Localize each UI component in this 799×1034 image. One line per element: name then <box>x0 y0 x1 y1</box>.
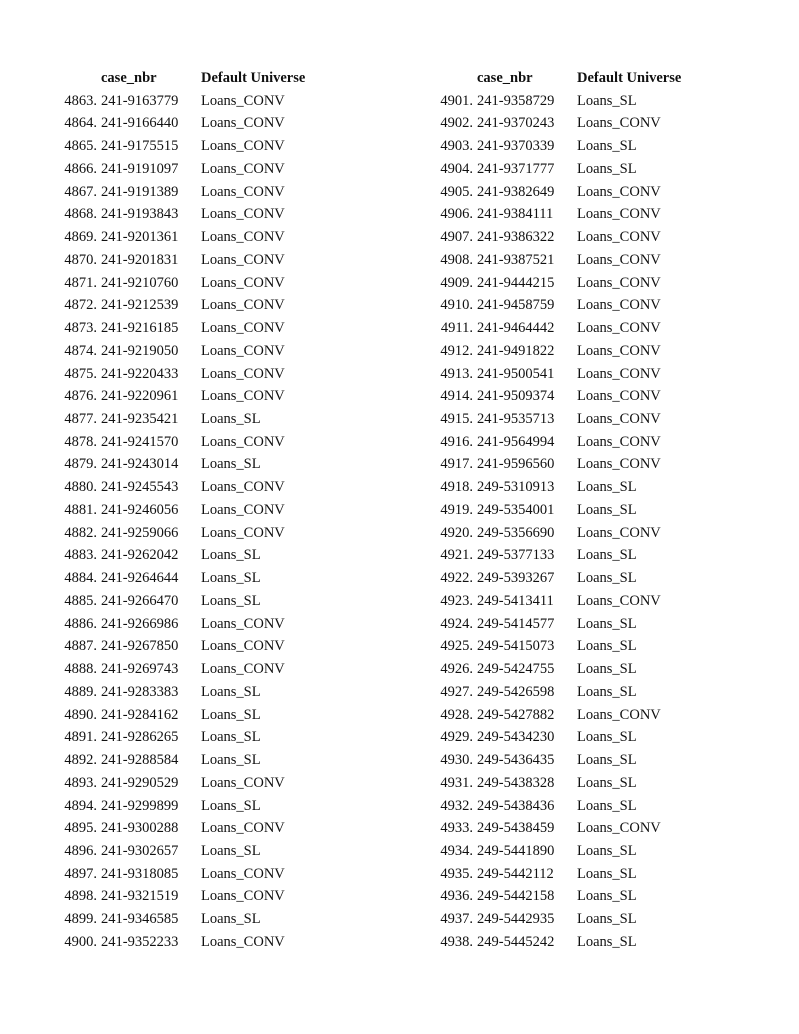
case-nbr-cell: 249-5310913 <box>477 479 555 496</box>
universe-cell: Loans_CONV <box>577 320 661 337</box>
default-universe-header: Default Universe <box>577 70 682 86</box>
case-nbr-cell: 241-9243014 <box>101 456 179 473</box>
row-number: 4895. <box>64 820 97 837</box>
universe-cell: Loans_CONV <box>201 774 285 791</box>
case-nbr-cell: 241-9386322 <box>477 229 555 246</box>
case-nbr-cell: 241-9286265 <box>101 729 179 746</box>
row-number: 4885. <box>64 592 97 609</box>
row-number: 4924. <box>440 615 473 632</box>
universe-cell: Loans_CONV <box>577 251 661 268</box>
row-number: 4877. <box>64 411 97 428</box>
universe-cell: Loans_SL <box>201 752 261 769</box>
case-nbr-cell: 241-9269743 <box>101 661 179 678</box>
row-number: 4867. <box>64 183 97 200</box>
row-number: 4876. <box>64 388 97 405</box>
universe-cell: Loans_SL <box>577 501 637 518</box>
row-number: 4888. <box>64 661 97 678</box>
case-nbr-cell: 241-9235421 <box>101 411 179 428</box>
case-nbr-cell: 241-9535713 <box>477 411 555 428</box>
case-nbr-cell: 241-9266470 <box>101 592 179 609</box>
row-number: 4922. <box>440 570 473 587</box>
case-nbr-cell: 241-9201361 <box>101 229 179 246</box>
case-nbr-cell: 249-5438436 <box>477 797 555 814</box>
case-nbr-cell: 241-9458759 <box>477 297 555 314</box>
row-number: 4881. <box>64 501 97 518</box>
case-nbr-cell: 241-9596560 <box>477 456 555 473</box>
row-number: 4900. <box>64 933 97 950</box>
case-nbr-cell: 241-9283383 <box>101 683 179 700</box>
case-nbr-cell: 241-9193843 <box>101 206 179 223</box>
universe-cell: Loans_CONV <box>201 865 285 882</box>
universe-cell: Loans_CONV <box>201 297 285 314</box>
case-nbr-cell: 241-9371777 <box>477 160 555 177</box>
row-number: 4917. <box>440 456 473 473</box>
case-nbr-cell: 249-5427882 <box>477 706 555 723</box>
case-nbr-cell: 241-9166440 <box>101 115 179 132</box>
case-nbr-cell: 241-9346585 <box>101 911 179 928</box>
universe-cell: Loans_SL <box>577 92 637 109</box>
case-nbr-cell: 249-5441890 <box>477 842 555 859</box>
row-number: 4892. <box>64 752 97 769</box>
universe-cell: Loans_SL <box>577 638 637 655</box>
row-number: 4890. <box>64 706 97 723</box>
case-nbr-cell: 249-5434230 <box>477 729 555 746</box>
universe-cell: Loans_CONV <box>201 160 285 177</box>
case-nbr-cell: 241-9163779 <box>101 92 179 109</box>
row-number: 4921. <box>440 547 473 564</box>
case-nbr-cell: 249-5415073 <box>477 638 555 655</box>
case-nbr-cell: 241-9191389 <box>101 183 179 200</box>
case-nbr-cell: 249-5436435 <box>477 752 555 769</box>
universe-cell: Loans_SL <box>577 138 637 155</box>
row-number: 4868. <box>64 206 97 223</box>
universe-cell: Loans_CONV <box>201 342 285 359</box>
row-number: 4908. <box>440 251 473 268</box>
row-number: 4899. <box>64 911 97 928</box>
row-number: 4938. <box>440 933 473 950</box>
case-nbr-header: case_nbr <box>477 70 533 86</box>
universe-cell: Loans_SL <box>577 933 637 950</box>
case-nbr-cell: 249-5426598 <box>477 683 555 700</box>
universe-cell: Loans_CONV <box>577 411 661 428</box>
case-nbr-cell: 241-9219050 <box>101 342 179 359</box>
row-number: 4894. <box>64 797 97 814</box>
case-nbr-cell: 241-9384111 <box>477 206 554 223</box>
universe-cell: Loans_CONV <box>201 933 285 950</box>
universe-cell: Loans_CONV <box>201 388 285 405</box>
row-number: 4883. <box>64 547 97 564</box>
universe-cell: Loans_CONV <box>201 251 285 268</box>
row-number: 4927. <box>440 683 473 700</box>
case-nbr-cell: 249-5442158 <box>477 888 555 905</box>
universe-cell: Loans_SL <box>201 797 261 814</box>
case-nbr-cell: 249-5442112 <box>477 865 554 882</box>
row-number: 4884. <box>64 570 97 587</box>
row-number: 4872. <box>64 297 97 314</box>
universe-cell: Loans_CONV <box>201 138 285 155</box>
case-nbr-cell: 241-9500541 <box>477 365 555 382</box>
universe-cell: Loans_SL <box>201 706 261 723</box>
universe-cell: Loans_SL <box>201 592 261 609</box>
row-number: 4897. <box>64 865 97 882</box>
universe-cell: Loans_CONV <box>577 592 661 609</box>
universe-cell: Loans_CONV <box>201 888 285 905</box>
universe-cell: Loans_SL <box>201 547 261 564</box>
row-number: 4913. <box>440 365 473 382</box>
row-number: 4931. <box>440 774 473 791</box>
universe-cell: Loans_CONV <box>201 661 285 678</box>
case-nbr-cell: 241-9352233 <box>101 933 179 950</box>
universe-cell: Loans_CONV <box>577 820 661 837</box>
row-number: 4935. <box>440 865 473 882</box>
case-nbr-cell: 241-9491822 <box>477 342 555 359</box>
row-number: 4932. <box>440 797 473 814</box>
universe-cell: Loans_CONV <box>577 274 661 291</box>
case-nbr-header: case_nbr <box>101 70 157 86</box>
case-nbr-cell: 241-9321519 <box>101 888 179 905</box>
universe-cell: Loans_SL <box>577 661 637 678</box>
row-number: 4886. <box>64 615 97 632</box>
universe-cell: Loans_SL <box>577 752 637 769</box>
row-number: 4887. <box>64 638 97 655</box>
case-nbr-cell: 241-9220433 <box>101 365 179 382</box>
row-number: 4893. <box>64 774 97 791</box>
row-number: 4912. <box>440 342 473 359</box>
case-nbr-cell: 241-9267850 <box>101 638 179 655</box>
row-number: 4873. <box>64 320 97 337</box>
universe-cell: Loans_SL <box>577 729 637 746</box>
case-nbr-cell: 241-9464442 <box>477 320 555 337</box>
universe-cell: Loans_CONV <box>201 433 285 450</box>
case-nbr-cell: 241-9382649 <box>477 183 555 200</box>
case-nbr-cell: 241-9370339 <box>477 138 555 155</box>
row-number: 4936. <box>440 888 473 905</box>
case-nbr-cell: 241-9288584 <box>101 752 179 769</box>
universe-cell: Loans_SL <box>201 411 261 428</box>
case-nbr-cell: 249-5413411 <box>477 592 554 609</box>
universe-cell: Loans_CONV <box>577 706 661 723</box>
universe-cell: Loans_SL <box>577 911 637 928</box>
universe-cell: Loans_CONV <box>577 433 661 450</box>
case-nbr-cell: 249-5356690 <box>477 524 555 541</box>
case-nbr-cell: 241-9262042 <box>101 547 179 564</box>
row-number: 4891. <box>64 729 97 746</box>
universe-cell: Loans_CONV <box>201 320 285 337</box>
row-number: 4864. <box>64 115 97 132</box>
universe-cell: Loans_CONV <box>577 388 661 405</box>
row-number: 4923. <box>440 592 473 609</box>
universe-cell: Loans_SL <box>201 570 261 587</box>
row-number: 4878. <box>64 433 97 450</box>
row-number: 4926. <box>440 661 473 678</box>
default-universe-header: Default Universe <box>201 70 306 86</box>
case-nbr-cell: 249-5377133 <box>477 547 555 564</box>
row-number: 4928. <box>440 706 473 723</box>
case-nbr-cell: 249-5438328 <box>477 774 555 791</box>
row-number: 4866. <box>64 160 97 177</box>
case-nbr-cell: 241-9299899 <box>101 797 179 814</box>
universe-cell: Loans_SL <box>201 842 261 859</box>
case-nbr-cell: 241-9387521 <box>477 251 555 268</box>
universe-cell: Loans_CONV <box>577 456 661 473</box>
case-nbr-cell: 241-9264644 <box>101 570 179 587</box>
case-nbr-cell: 241-9220961 <box>101 388 179 405</box>
row-number: 4874. <box>64 342 97 359</box>
case-nbr-cell: 241-9564994 <box>477 433 555 450</box>
universe-cell: Loans_SL <box>577 570 637 587</box>
row-number: 4869. <box>64 229 97 246</box>
case-nbr-cell: 241-9212539 <box>101 297 179 314</box>
universe-cell: Loans_CONV <box>577 365 661 382</box>
row-number: 4905. <box>440 183 473 200</box>
universe-cell: Loans_CONV <box>201 229 285 246</box>
row-number: 4903. <box>440 138 473 155</box>
row-number: 4925. <box>440 638 473 655</box>
universe-cell: Loans_SL <box>577 797 637 814</box>
universe-cell: Loans_SL <box>577 888 637 905</box>
case-nbr-cell: 241-9245543 <box>101 479 179 496</box>
row-number: 4879. <box>64 456 97 473</box>
universe-cell: Loans_SL <box>201 683 261 700</box>
row-number: 4863. <box>64 92 97 109</box>
row-number: 4901. <box>440 92 473 109</box>
universe-cell: Loans_SL <box>577 615 637 632</box>
case-nbr-cell: 241-9210760 <box>101 274 179 291</box>
row-number: 4914. <box>440 388 473 405</box>
case-nbr-cell: 241-9444215 <box>477 274 555 291</box>
row-number: 4882. <box>64 524 97 541</box>
row-number: 4934. <box>440 842 473 859</box>
universe-cell: Loans_CONV <box>577 524 661 541</box>
case-nbr-cell: 249-5354001 <box>477 501 555 518</box>
row-number: 4907. <box>440 229 473 246</box>
case-nbr-cell: 241-9191097 <box>101 160 179 177</box>
case-nbr-cell: 249-5414577 <box>477 615 555 632</box>
row-number: 4919. <box>440 501 473 518</box>
case-nbr-cell: 241-9290529 <box>101 774 179 791</box>
universe-cell: Loans_CONV <box>577 297 661 314</box>
universe-cell: Loans_CONV <box>201 115 285 132</box>
universe-cell: Loans_CONV <box>201 274 285 291</box>
row-number: 4933. <box>440 820 473 837</box>
row-number: 4902. <box>440 115 473 132</box>
universe-cell: Loans_CONV <box>201 92 285 109</box>
row-number: 4930. <box>440 752 473 769</box>
row-number: 4865. <box>64 138 97 155</box>
universe-cell: Loans_CONV <box>577 206 661 223</box>
row-number: 4870. <box>64 251 97 268</box>
universe-cell: Loans_CONV <box>201 501 285 518</box>
universe-cell: Loans_SL <box>577 479 637 496</box>
universe-cell: Loans_SL <box>577 683 637 700</box>
row-number: 4896. <box>64 842 97 859</box>
row-number: 4911. <box>440 320 473 337</box>
universe-cell: Loans_SL <box>201 911 261 928</box>
case-nbr-cell: 249-5445242 <box>477 933 555 950</box>
universe-cell: Loans_CONV <box>201 206 285 223</box>
row-number: 4904. <box>440 160 473 177</box>
universe-cell: Loans_CONV <box>201 365 285 382</box>
row-number: 4920. <box>440 524 473 541</box>
case-nbr-cell: 241-9318085 <box>101 865 179 882</box>
case-nbr-cell: 249-5393267 <box>477 570 555 587</box>
case-nbr-cell: 241-9216185 <box>101 320 179 337</box>
universe-cell: Loans_CONV <box>577 342 661 359</box>
case-nbr-cell: 249-5442935 <box>477 911 555 928</box>
universe-cell: Loans_CONV <box>201 615 285 632</box>
row-number: 4918. <box>440 479 473 496</box>
case-nbr-cell: 241-9246056 <box>101 501 179 518</box>
case-nbr-cell: 241-9358729 <box>477 92 555 109</box>
row-number: 4871. <box>64 274 97 291</box>
universe-cell: Loans_CONV <box>201 820 285 837</box>
universe-cell: Loans_SL <box>201 729 261 746</box>
row-number: 4909. <box>440 274 473 291</box>
universe-cell: Loans_SL <box>577 547 637 564</box>
case-nbr-cell: 241-9284162 <box>101 706 179 723</box>
universe-cell: Loans_CONV <box>201 479 285 496</box>
case-nbr-cell: 241-9259066 <box>101 524 179 541</box>
row-number: 4875. <box>64 365 97 382</box>
universe-cell: Loans_CONV <box>577 229 661 246</box>
row-number: 4916. <box>440 433 473 450</box>
universe-cell: Loans_SL <box>577 774 637 791</box>
universe-cell: Loans_CONV <box>577 183 661 200</box>
universe-cell: Loans_SL <box>577 160 637 177</box>
case-nbr-cell: 241-9241570 <box>101 433 179 450</box>
row-number: 4889. <box>64 683 97 700</box>
case-nbr-cell: 241-9302657 <box>101 842 179 859</box>
row-number: 4880. <box>64 479 97 496</box>
universe-cell: Loans_CONV <box>201 183 285 200</box>
universe-cell: Loans_SL <box>577 842 637 859</box>
universe-cell: Loans_SL <box>577 865 637 882</box>
case-nbr-cell: 241-9201831 <box>101 251 179 268</box>
row-number: 4929. <box>440 729 473 746</box>
row-number: 4906. <box>440 206 473 223</box>
case-nbr-cell: 241-9175515 <box>101 138 179 155</box>
case-nbr-cell: 249-5424755 <box>477 661 555 678</box>
universe-cell: Loans_CONV <box>201 638 285 655</box>
universe-cell: Loans_CONV <box>577 115 661 132</box>
row-number: 4898. <box>64 888 97 905</box>
row-number: 4937. <box>440 911 473 928</box>
case-nbr-cell: 241-9300288 <box>101 820 179 837</box>
case-nbr-cell: 241-9266986 <box>101 615 179 632</box>
universe-cell: Loans_SL <box>201 456 261 473</box>
case-nbr-cell: 249-5438459 <box>477 820 555 837</box>
row-number: 4915. <box>440 411 473 428</box>
case-nbr-cell: 241-9370243 <box>477 115 555 132</box>
universe-cell: Loans_CONV <box>201 524 285 541</box>
row-number: 4910. <box>440 297 473 314</box>
case-nbr-cell: 241-9509374 <box>477 388 555 405</box>
